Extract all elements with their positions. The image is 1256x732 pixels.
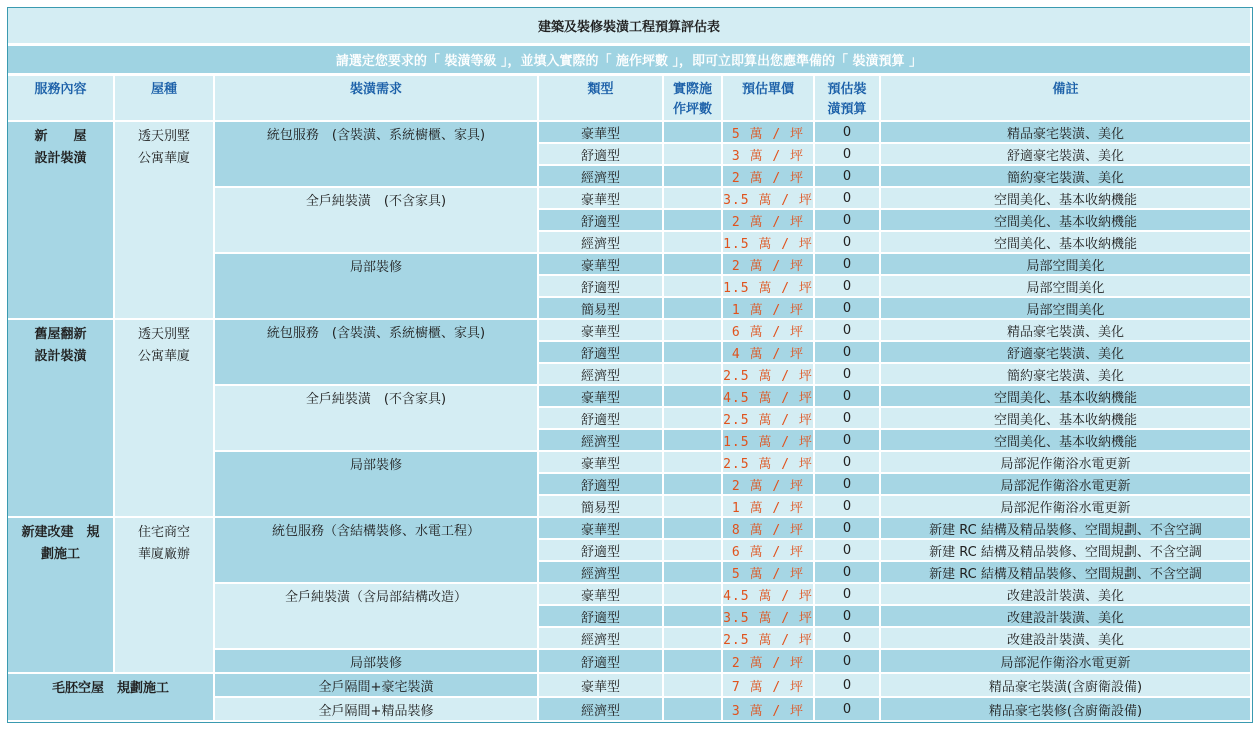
area-input-cell[interactable] [664,562,723,584]
budget-cell: 0 [815,518,881,540]
need-cell: 統包服務 (含裝潢、系統櫥櫃、家具) [215,320,539,386]
budget-cell: 0 [815,342,881,364]
budget-cell: 0 [815,210,881,232]
unit-price-cell: 4.5 萬 / 坪 [723,386,815,408]
budget-cell: 0 [815,166,881,188]
budget-cell: 0 [815,698,881,722]
note-cell: 空間美化、基本收納機能 [881,188,1252,210]
need-cell: 統包服務 (含裝潢、系統櫥櫃、家具) [215,122,539,188]
service-cell: 毛胚空屋 規劃施工 [8,674,215,722]
budget-cell: 0 [815,408,881,430]
header-service: 服務內容 [8,76,115,122]
type-cell: 舒適型 [539,342,664,364]
unit-price-cell: 1.5 萬 / 坪 [723,276,815,298]
budget-cell: 0 [815,606,881,628]
table-title: 建築及裝修裝潢工程預算評估表 [8,8,1252,46]
budget-cell: 0 [815,122,881,144]
area-input-cell[interactable] [664,210,723,232]
unit-price-cell: 8 萬 / 坪 [723,518,815,540]
type-cell: 舒適型 [539,540,664,562]
type-cell: 豪華型 [539,188,664,210]
unit-price-cell: 2 萬 / 坪 [723,254,815,276]
unit-price-cell: 1.5 萬 / 坪 [723,232,815,254]
instruction-banner: 請選定您要求的「 裝潢等級 」，並填入實際的「 施作坪數 」，即可立即算出您應準備的「 裝潢預算 」 [8,46,1252,76]
type-cell: 經濟型 [539,364,664,386]
unit-price-cell: 5 萬 / 坪 [723,122,815,144]
area-input-cell[interactable] [664,628,723,650]
service-cell: 新建改建 規 劃施工 [8,518,115,674]
budget-cell: 0 [815,144,881,166]
house-type-cell: 住宅商空 華廈廠辦 [115,518,215,674]
area-input-cell[interactable] [664,430,723,452]
area-input-cell[interactable] [664,698,723,722]
header-house: 屋種 [115,76,215,122]
area-input-cell[interactable] [664,298,723,320]
unit-price-cell: 6 萬 / 坪 [723,540,815,562]
area-input-cell[interactable] [664,276,723,298]
type-cell: 豪華型 [539,584,664,606]
service-cell: 舊屋翻新 設計裝潢 [8,320,115,518]
area-input-cell[interactable] [664,474,723,496]
unit-price-cell: 5 萬 / 坪 [723,562,815,584]
type-cell: 豪華型 [539,452,664,474]
type-cell: 簡易型 [539,298,664,320]
budget-cell: 0 [815,628,881,650]
service-cell: 新 屋 設計裝潢 [8,122,115,320]
type-cell: 簡易型 [539,496,664,518]
area-input-cell[interactable] [664,496,723,518]
note-cell: 精品豪宅裝潢(含廚衛設備) [881,674,1252,698]
note-cell: 精品豪宅裝潢、美化 [881,122,1252,144]
unit-price-cell: 3 萬 / 坪 [723,698,815,722]
unit-price-cell: 6 萬 / 坪 [723,320,815,342]
budget-cell: 0 [815,254,881,276]
note-cell: 局部泥作衛浴水電更新 [881,452,1252,474]
need-cell: 全戶純裝潢（含局部結構改造） [215,584,539,650]
type-cell: 舒適型 [539,474,664,496]
type-cell: 豪華型 [539,518,664,540]
header-budget: 預估裝 潢預算 [815,76,881,122]
unit-price-cell: 2.5 萬 / 坪 [723,364,815,386]
type-cell: 舒適型 [539,276,664,298]
unit-price-cell: 2.5 萬 / 坪 [723,408,815,430]
area-input-cell[interactable] [664,342,723,364]
budget-cell: 0 [815,496,881,518]
header-need: 裝潢需求 [215,76,539,122]
area-input-cell[interactable] [664,144,723,166]
note-cell: 舒適豪宅裝潢、美化 [881,144,1252,166]
unit-price-cell: 3 萬 / 坪 [723,144,815,166]
area-input-cell[interactable] [664,452,723,474]
budget-cell: 0 [815,674,881,698]
note-cell: 改建設計裝潢、美化 [881,584,1252,606]
type-cell: 經濟型 [539,628,664,650]
need-cell: 局部裝修 [215,254,539,320]
area-input-cell[interactable] [664,518,723,540]
note-cell: 舒適豪宅裝潢、美化 [881,342,1252,364]
type-cell: 豪華型 [539,674,664,698]
area-input-cell[interactable] [664,606,723,628]
budget-cell: 0 [815,474,881,496]
type-cell: 豪華型 [539,122,664,144]
table-row [8,518,1252,540]
unit-price-cell: 2 萬 / 坪 [723,166,815,188]
note-cell: 局部空間美化 [881,298,1252,320]
budget-estimate-table [7,7,1253,723]
unit-price-cell: 2 萬 / 坪 [723,650,815,674]
unit-price-cell: 1 萬 / 坪 [723,298,815,320]
table-row [8,674,1252,698]
need-cell: 全戶純裝潢 (不含家具) [215,188,539,254]
table-row [8,122,1252,144]
need-cell: 全戶隔間+豪宅裝潢 [215,674,539,698]
budget-cell: 0 [815,650,881,674]
note-cell: 簡約豪宅裝潢、美化 [881,166,1252,188]
unit-price-cell: 2.5 萬 / 坪 [723,452,815,474]
area-input-cell[interactable] [664,364,723,386]
type-cell: 經濟型 [539,430,664,452]
budget-cell: 0 [815,364,881,386]
note-cell: 改建設計裝潢、美化 [881,606,1252,628]
type-cell: 經濟型 [539,232,664,254]
type-cell: 豪華型 [539,320,664,342]
unit-price-cell: 2 萬 / 坪 [723,474,815,496]
unit-price-cell: 1 萬 / 坪 [723,496,815,518]
type-cell: 舒適型 [539,650,664,674]
budget-cell: 0 [815,232,881,254]
need-cell: 統包服務（含結構裝修、水電工程） [215,518,539,584]
unit-price-cell: 2 萬 / 坪 [723,210,815,232]
area-input-cell[interactable] [664,386,723,408]
type-cell: 舒適型 [539,606,664,628]
budget-cell: 0 [815,276,881,298]
budget-cell: 0 [815,386,881,408]
unit-price-cell: 4 萬 / 坪 [723,342,815,364]
unit-price-cell: 1.5 萬 / 坪 [723,430,815,452]
unit-price-cell: 2.5 萬 / 坪 [723,628,815,650]
type-cell: 舒適型 [539,144,664,166]
type-cell: 經濟型 [539,562,664,584]
need-cell: 全戶隔間+精品裝修 [215,698,539,722]
type-cell: 豪華型 [539,254,664,276]
unit-price-cell: 4.5 萬 / 坪 [723,584,815,606]
note-cell: 空間美化、基本收納機能 [881,408,1252,430]
note-cell: 新建 RC 結構及精品裝修、空間規劃、不含空調 [881,540,1252,562]
area-input-cell[interactable] [664,122,723,144]
type-cell: 經濟型 [539,166,664,188]
budget-cell: 0 [815,430,881,452]
note-cell: 空間美化、基本收納機能 [881,430,1252,452]
note-cell: 局部泥作衛浴水電更新 [881,496,1252,518]
note-cell: 局部空間美化 [881,254,1252,276]
budget-cell: 0 [815,540,881,562]
area-input-cell[interactable] [664,188,723,210]
need-cell: 局部裝修 [215,452,539,518]
header-unit-price: 預估單價 [723,76,815,122]
note-cell: 局部泥作衛浴水電更新 [881,650,1252,674]
area-input-cell[interactable] [664,320,723,342]
unit-price-cell: 7 萬 / 坪 [723,674,815,698]
type-cell: 經濟型 [539,698,664,722]
budget-cell: 0 [815,562,881,584]
type-cell: 舒適型 [539,210,664,232]
note-cell: 新建 RC 結構及精品裝修、空間規劃、不含空調 [881,518,1252,540]
note-cell: 簡約豪宅裝潢、美化 [881,364,1252,386]
area-input-cell[interactable] [664,650,723,674]
need-cell: 全戶純裝潢 (不含家具) [215,386,539,452]
note-cell: 改建設計裝潢、美化 [881,628,1252,650]
estimate-table-wrapper [7,7,1251,723]
budget-cell: 0 [815,188,881,210]
area-input-cell[interactable] [664,674,723,698]
note-cell: 空間美化、基本收納機能 [881,232,1252,254]
unit-price-cell: 3.5 萬 / 坪 [723,188,815,210]
note-cell: 空間美化、基本收納機能 [881,386,1252,408]
header-type: 類型 [539,76,664,122]
house-type-cell: 透天別墅 公寓華廈 [115,122,215,320]
type-cell: 豪華型 [539,386,664,408]
area-input-cell[interactable] [664,166,723,188]
header-note: 備註 [881,76,1252,122]
budget-cell: 0 [815,320,881,342]
header-area: 實際施 作坪數 [664,76,723,122]
note-cell: 精品豪宅裝修(含廚衛設備) [881,698,1252,722]
budget-cell: 0 [815,298,881,320]
unit-price-cell: 3.5 萬 / 坪 [723,606,815,628]
house-type-cell: 透天別墅 公寓華廈 [115,320,215,518]
need-cell: 局部裝修 [215,650,539,674]
area-input-cell[interactable] [664,584,723,606]
note-cell: 空間美化、基本收納機能 [881,210,1252,232]
note-cell: 精品豪宅裝潢、美化 [881,320,1252,342]
area-input-cell[interactable] [664,254,723,276]
type-cell: 舒適型 [539,408,664,430]
note-cell: 局部空間美化 [881,276,1252,298]
note-cell: 新建 RC 結構及精品裝修、空間規劃、不含空調 [881,562,1252,584]
budget-cell: 0 [815,584,881,606]
budget-cell: 0 [815,452,881,474]
area-input-cell[interactable] [664,232,723,254]
area-input-cell[interactable] [664,408,723,430]
table-row [8,320,1252,342]
area-input-cell[interactable] [664,540,723,562]
note-cell: 局部泥作衛浴水電更新 [881,474,1252,496]
